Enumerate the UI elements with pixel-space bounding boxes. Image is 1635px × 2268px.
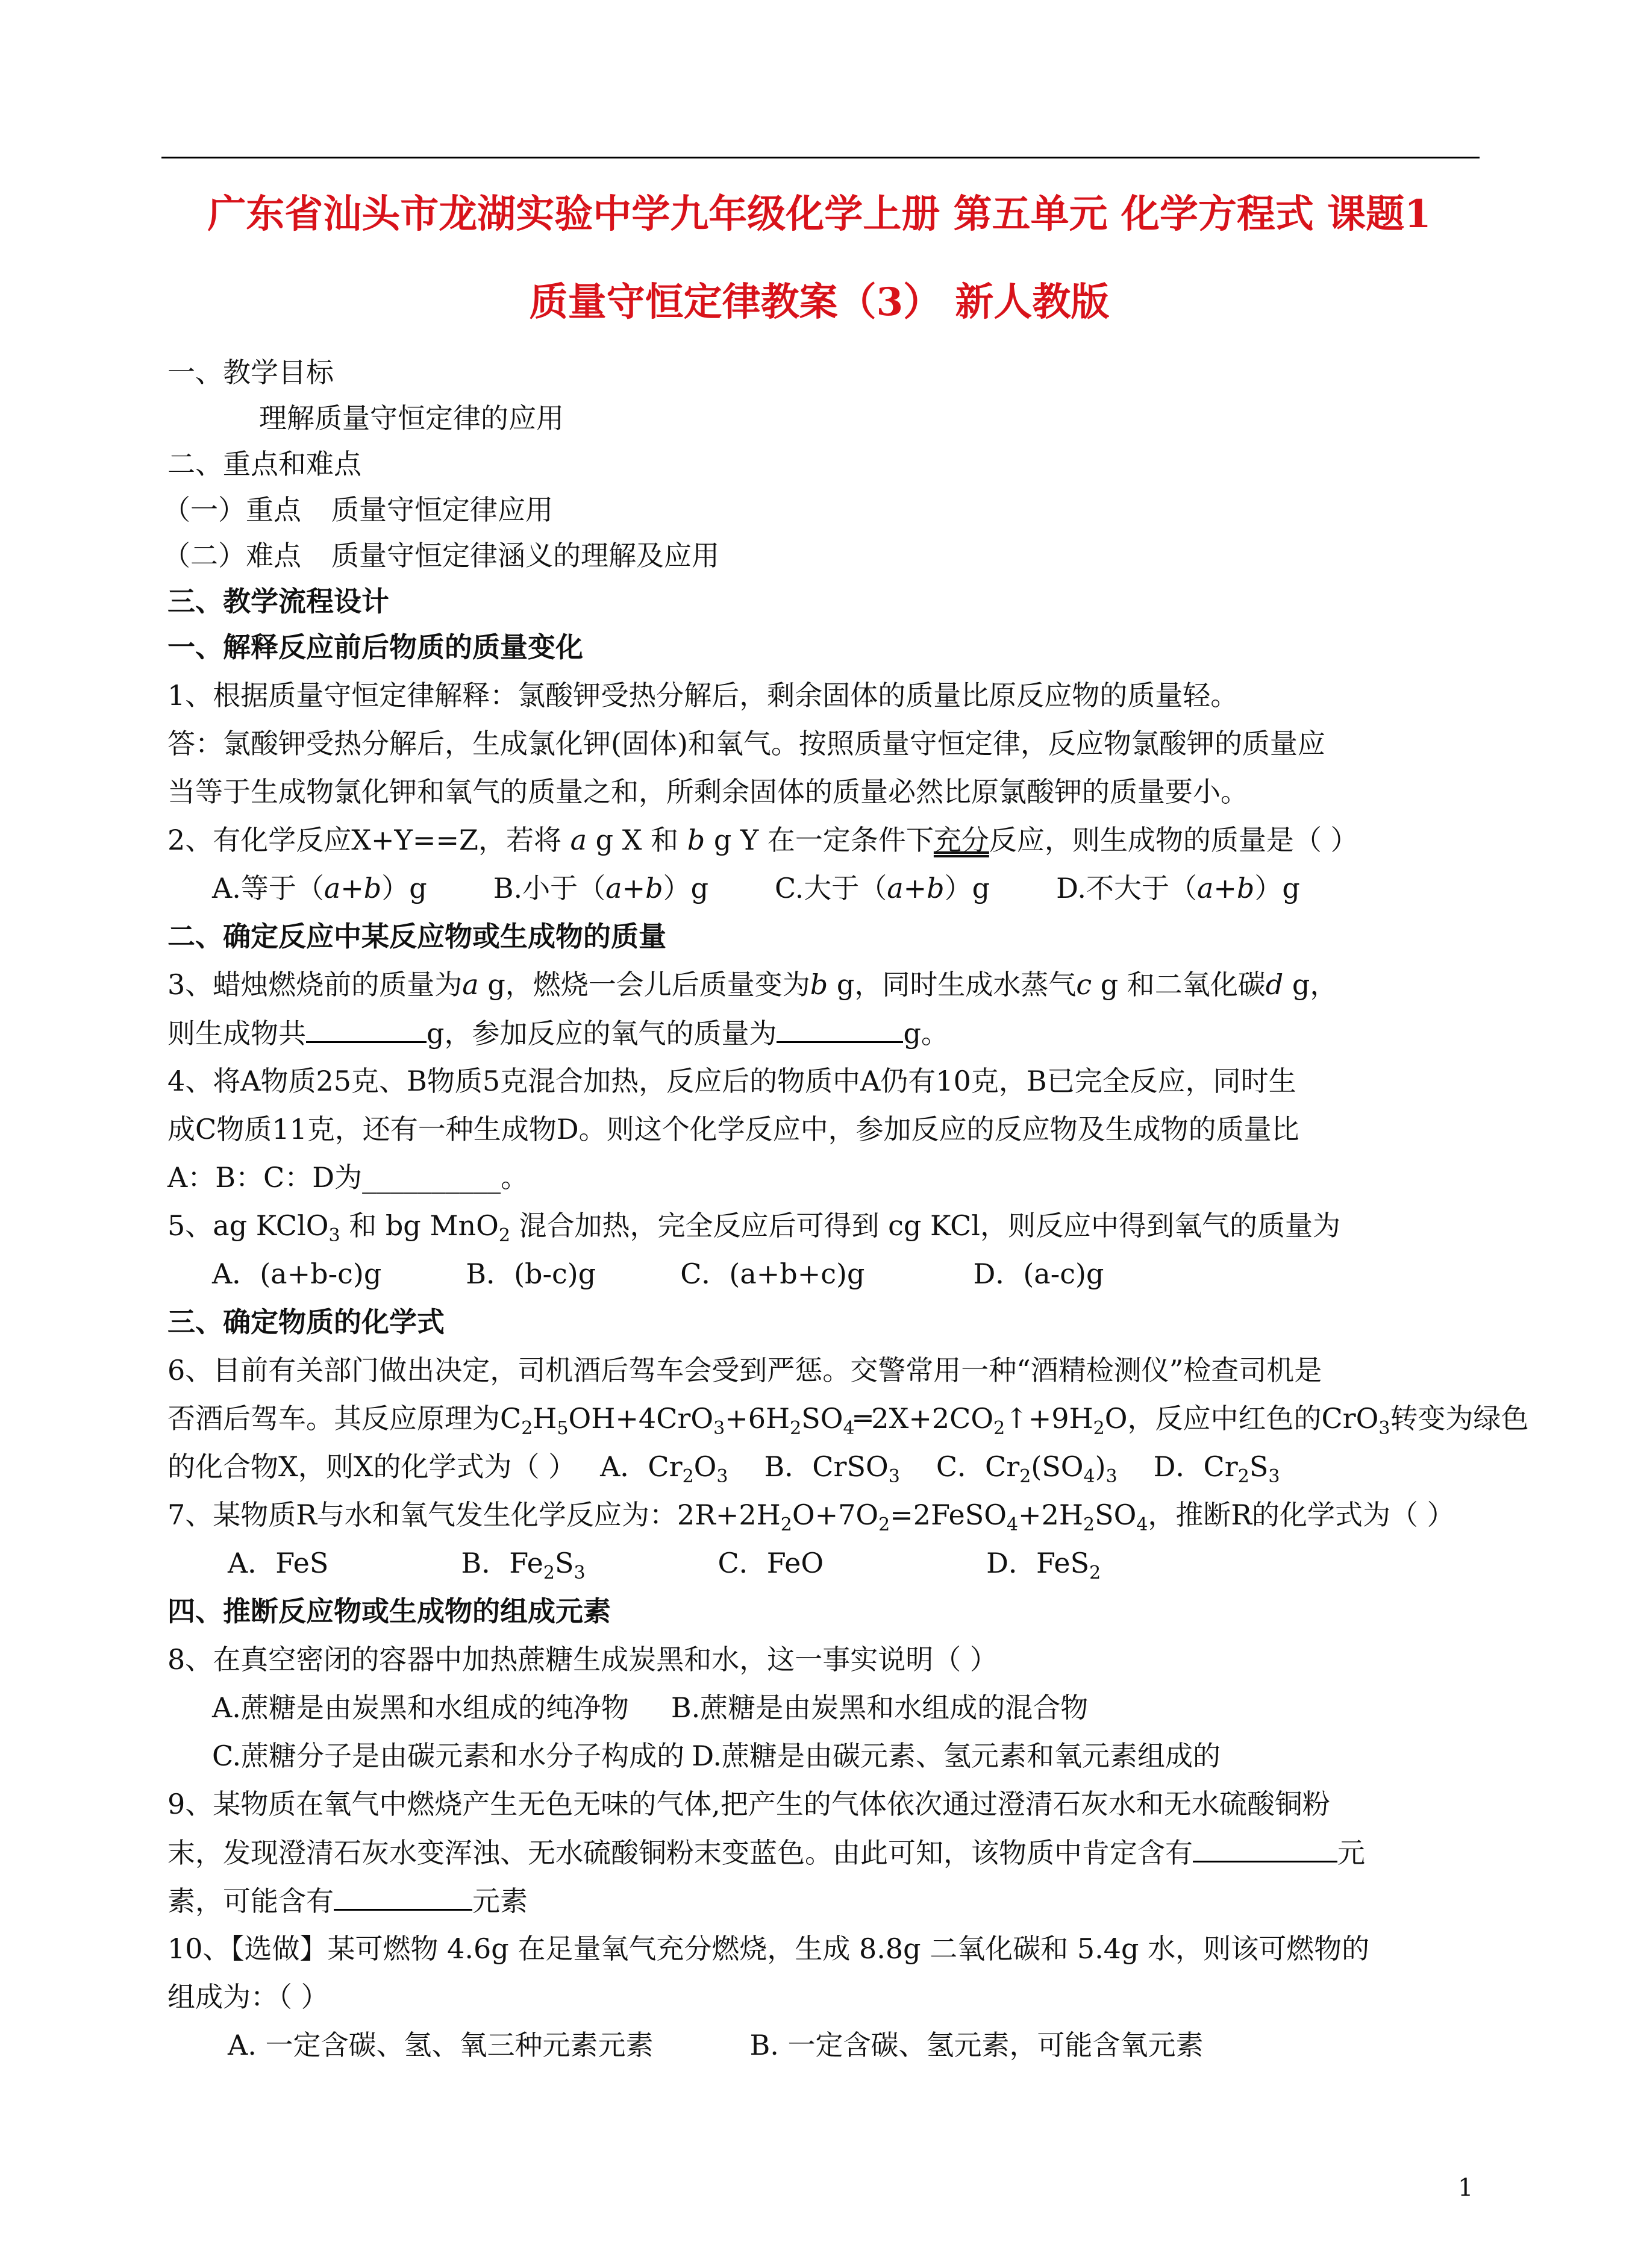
q5-option-b: B．(b-c)g [466, 1258, 596, 1290]
difficulty-label: （二）难点 [163, 539, 301, 572]
q2-option-d: D.不大于（a+b）g [1056, 872, 1300, 904]
q6-option-a: A．$Cr_2O_3$ [600, 1450, 728, 1487]
question-4-line2: 成C物质11克，还有一种生成物D。则这个化学反应中，参加反应的反应物及生成物的质量比 [167, 1113, 1299, 1145]
question-4-line3: A：B：C：D为__________。 [167, 1161, 529, 1194]
q2-text-c: g Y 在一定条件下 [713, 824, 934, 856]
q3-blank-oxygen[interactable] [777, 1015, 903, 1043]
q2-var-b: b [687, 824, 705, 856]
q7-option-c: C．FeO [717, 1547, 824, 1579]
q2-option-a: A.等于（a+b）g [212, 872, 427, 904]
key-point-text: 质量守恒定律应用 [331, 493, 553, 526]
q7-option-d: D．FeS$_2$ [986, 1547, 1101, 1584]
q6-equation: $C_2H_5OH+4CrO_3+6H_2SO_4═2X+2CO_2↑+9H_2O$ [500, 1402, 1128, 1439]
question-8: 8、在真空密闭的容器中加热蔗糖生成炭黑和水，这一事实说明（ ） [167, 1643, 998, 1676]
question-1: 1、根据质量守恒定律解释：氯酸钾受热分解后，剩余固体的质量比原反应物的质量轻。 [167, 679, 1239, 712]
q6-option-c: C．$Cr_2(SO_4)_3$ [936, 1450, 1118, 1487]
q9-blank-possible[interactable] [334, 1882, 472, 1911]
q2-text-d: 反应，则生成物的质量是（ ） [989, 824, 1358, 856]
q7-option-a: A．FeS [228, 1547, 329, 1579]
answer-1-line1: 答：氯酸钾受热分解后，生成氯化钾(固体)和氧气。按照质量守恒定律，反应物氯酸钾的质量应 [167, 727, 1325, 760]
section-objectives-body: 理解质量守恒定律的应用 [259, 402, 564, 434]
q2-option-c: C.大于（a+b）g [775, 872, 990, 904]
question-2 [167, 822, 1358, 858]
question-6-line3: 的化合物X，则X的化学式为（ ） A．$Cr_2O_3$ B．CrSO$_3$ C．$Cr_2(SO_4)_3$ D．$Cr_2S_3$ [167, 1450, 1280, 1487]
q8-option-d: D.蔗糖是由碳元素、氢元素和氧元素组成的 [692, 1740, 1221, 1772]
part1-heading: 一、解释反应前后物质的质量变化 [167, 631, 583, 663]
question-10-options [228, 2027, 1204, 2063]
q2-var-a: a [570, 824, 587, 856]
q9-blank-certain[interactable] [1193, 1834, 1337, 1862]
q5-option-c: C．(a+b+c)g [680, 1258, 865, 1290]
question-5: 5、ag KClO$_3$ 和 bg MnO$_2$ 混合加热，完全反应后可得到 cg KCl，则反应中得到氧气的质量为 [167, 1209, 1341, 1246]
part4-heading: 四、推断反应物或生成物的组成元素 [167, 1595, 611, 1627]
difficulty-line [163, 537, 719, 574]
q2-underlined-word: 充分 [933, 824, 989, 856]
question-7-options [228, 1545, 1101, 1584]
question-3-line1: 3、蜡烛燃烧前的质量为a g，燃烧一会儿后质量变为b g，同时生成水蒸气c g 和二氧化碳d g， [167, 968, 1338, 1001]
question-2-options [212, 870, 1300, 906]
question-3-line2: 则生成物共 g，参加反应的氧气的质量为 g。 [167, 1015, 949, 1051]
question-4-line1: 4、将A物质25克、B物质5克混合加热，反应后的物质中A仍有10克，B已完全反应，同时生 [167, 1065, 1296, 1097]
section-process-heading: 三、教学流程设计 [167, 585, 389, 618]
header-rule [161, 157, 1480, 158]
q3-blank-products[interactable] [306, 1015, 427, 1043]
q2-text-b: g X 和 [595, 824, 679, 856]
section-key-points-heading: 二、重点和难点 [167, 448, 361, 480]
question-7: 7、某物质R与水和氧气发生化学反应为：$2R+2H_2O+7O_2=2FeSO_4+2H_2SO_4$，推断R的化学式为（ ） [167, 1499, 1455, 1535]
question-8-options-row2 [212, 1738, 1221, 1774]
question-9-line1: 9、某物质在氧气中燃烧产生无色无味的气体,把产生的气体依次通过澄清石灰水和无水硫酸铜粉 [167, 1788, 1330, 1820]
question-10-line1: 10、【选做】某可燃物 4.6g 在足量氧气充分燃烧，生成 8.8g 二氧化碳和 5.4g 水，则该可燃物的 [167, 1932, 1370, 1965]
document-title-line2: 质量守恒定律教案（3） 新人教版 [529, 280, 1110, 325]
page-number: 1 [1458, 2174, 1474, 2202]
question-5-options [212, 1256, 1104, 1292]
q2-option-b: B.小于（a+b）g [493, 872, 709, 904]
q6-option-d: D．$Cr_2S_3$ [1153, 1450, 1280, 1487]
question-9-line3: 素，可能含有 元素 [167, 1882, 528, 1919]
part2-heading: 二、确定反应中某反应物或生成物的质量 [167, 920, 666, 953]
question-8-options-row1 [212, 1690, 1088, 1726]
document-title-line1: 广东省汕头市龙湖实验中学九年级化学上册 第五单元 化学方程式 课题1 [207, 192, 1431, 237]
section-objectives-heading: 一、教学目标 [167, 356, 334, 389]
q2-text-a: 2、有化学反应X+Y==Z，若将 [167, 824, 561, 856]
question-6-line2: 否酒后驾车。其反应原理为$C_2H_5OH+4CrO_3+6H_2SO_4═2X+2CO_2↑+9H_2O$，反应中红色的CrO$_3$转变为绿色 [167, 1402, 1529, 1439]
key-point-line [163, 492, 553, 528]
q10-option-b: B. 一定含碳、氢元素，可能含氧元素 [749, 2029, 1204, 2061]
q6-option-b: B．CrSO$_3$ [764, 1450, 900, 1487]
q5-option-a: A．(a+b-c)g [212, 1258, 382, 1290]
q5-option-d: D．(a-c)g [973, 1258, 1104, 1290]
difficulty-text: 质量守恒定律涵义的理解及应用 [331, 539, 719, 572]
q8-option-a: A.蔗糖是由炭黑和水组成的纯净物 [212, 1691, 629, 1724]
q7-option-b: B．$Fe_2S_3$ [461, 1547, 586, 1584]
answer-1-line2: 当等于生成物氯化钾和氧气的质量之和，所剩余固体的质量必然比原氯酸钾的质量要小。 [167, 775, 1248, 808]
key-point-label: （一）重点 [163, 493, 301, 526]
q10-option-a: A. 一定含碳、氢、氧三种元素元素 [228, 2029, 654, 2061]
question-10-line2: 组成为：（ ） [167, 1981, 329, 2013]
question-9-line2: 末，发现澄清石灰水变浑浊、无水硫酸铜粉末变蓝色。由此可知，该物质中肯定含有 元 [167, 1834, 1365, 1871]
part3-heading: 三、确定物质的化学式 [167, 1306, 445, 1338]
q8-option-b: B.蔗糖是由炭黑和水组成的混合物 [671, 1691, 1089, 1724]
q8-option-c: C.蔗糖分子是由碳元素和水分子构成的 [212, 1740, 685, 1772]
q7-equation: $2R+2H_2O+7O_2=2FeSO_4+2H_2SO_4$ [677, 1499, 1148, 1535]
question-6-line1: 6、目前有关部门做出决定，司机酒后驾车会受到严惩。交警常用一种“酒精检测仪”检查司机是 [167, 1354, 1322, 1386]
